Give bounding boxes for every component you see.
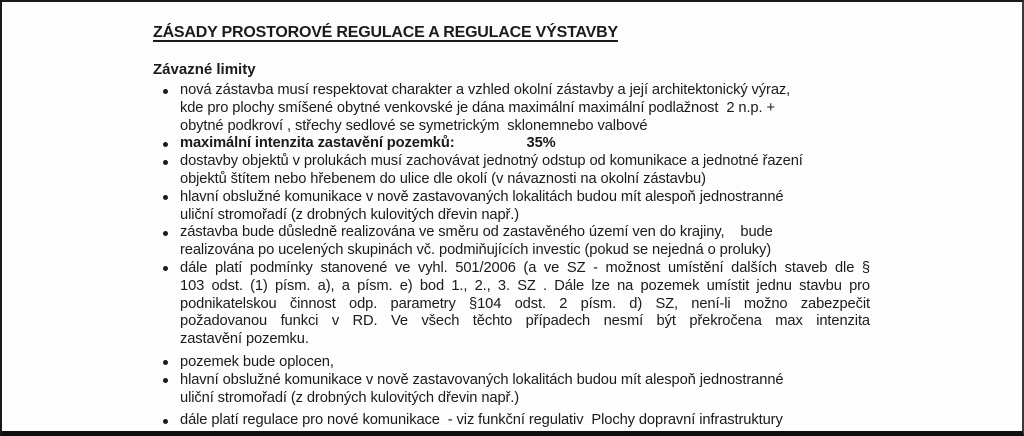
text-line [180, 153, 883, 171]
bullet-icon [163, 160, 168, 165]
text-run: nová zástavba musí respektovat charakter a vzhled okolní zástavby a její architektonický výraz, [180, 82, 791, 98]
text-line [180, 224, 883, 242]
text-line [180, 100, 883, 118]
text-run: objektů štítem nebo hřebenem do ulice dle okolí (v návaznosti na okolní zástavbu) [180, 170, 706, 187]
text-line [180, 242, 883, 260]
list-item [153, 354, 883, 372]
text-line [180, 207, 883, 225]
text-run: realizována po ucelených skupinách vč. podmiňujících investic (pokud se nejedná o proluky) [180, 242, 772, 259]
text-run: dostavby objektů v prolukách musí zachovávat jednotný odstup od komunikace a jednotné řazení [180, 153, 803, 170]
bullet-icon [163, 231, 168, 236]
text-line [180, 171, 883, 189]
text-run: požadovanou funkci v RD. Ve všech těchto případech nesmí být překročena max intenzita [180, 313, 870, 330]
text-run: dále platí podmínky stanovené ve vyhl. 501/2006 (a ve SZ - možnost umístění dalších staveb dle § [180, 259, 870, 276]
bullet-icon [163, 378, 168, 383]
bullet-icon [163, 360, 168, 365]
text-line [180, 118, 883, 136]
text-line [180, 313, 870, 331]
text-line [180, 278, 870, 296]
list-item [153, 135, 883, 153]
text-line [180, 372, 883, 390]
text-run: hlavní obslužné komunikace v nově zastavovaných lokalitách budou mít alespoň jednostranné [180, 188, 784, 205]
text-run: 103 odst. (1) písm. a), a písm. e) bod 1., 2., 3. SZ . Dále lze na pozemek umístit jednu stavbu pro [180, 277, 870, 294]
text-run: uliční stromořadí (z drobných kulovitých dřevin např.) [180, 389, 520, 406]
text-run: maximální intenzita zastavění pozemků: [180, 135, 455, 152]
list-item [153, 189, 883, 225]
text-line [180, 354, 883, 372]
list-item [153, 412, 883, 430]
text-run: zástavba bude důsledně realizována ve směru od zastavěného území ven do krajiny, bude [180, 224, 773, 241]
section-heading: Závazné limity [153, 61, 256, 78]
document-content [153, 23, 883, 430]
text-line [180, 189, 883, 207]
list-item [153, 260, 883, 349]
text-run: uliční stromořadí (z drobných kulovitých dřevin např.) [180, 206, 520, 223]
text-line [180, 135, 883, 153]
list-item [153, 224, 883, 260]
text-line [180, 412, 883, 430]
text-run: podnikatelskou činnost odp. parametry §104 odst. 2 písm. d) SZ, není-li možno zabezpečit [180, 295, 870, 312]
text-line [180, 260, 870, 278]
page-title: ZÁSADY PROSTOROVÉ REGULACE A REGULACE VÝSTAVBY [153, 24, 618, 41]
list-item [153, 153, 883, 189]
list-item [153, 372, 883, 408]
text-run: obytné podkroví , střechy sedlové se symetrickým sklonemnebo valbové [180, 117, 648, 134]
bullet-icon [163, 266, 168, 271]
text-run: dále platí regulace pro nové komunikace - viz funkční regulativ Plochy dopravní infrastruktury [180, 412, 783, 429]
bullet-list [153, 82, 883, 430]
text-line [180, 390, 883, 408]
bullet-icon [163, 195, 168, 200]
bullet-icon [163, 89, 168, 94]
bullet-icon [163, 142, 168, 147]
text-line [180, 331, 883, 349]
text-run: hlavní obslužné komunikace v nově zastavovaných lokalitách budou mít alespoň jednostranné [180, 371, 784, 388]
list-item [153, 82, 883, 135]
text-run: kde pro plochy smíšené obytné venkovské je dána maximální maximální podlažnost 2 n.p. + [180, 99, 775, 116]
text-line [180, 296, 870, 314]
tabbed-value: 35% [526, 135, 556, 152]
text-line [180, 82, 883, 100]
text-run: pozemek bude oplocen, [180, 353, 334, 370]
text-run: zastavění pozemku. [180, 331, 309, 348]
bullet-icon [163, 419, 168, 424]
